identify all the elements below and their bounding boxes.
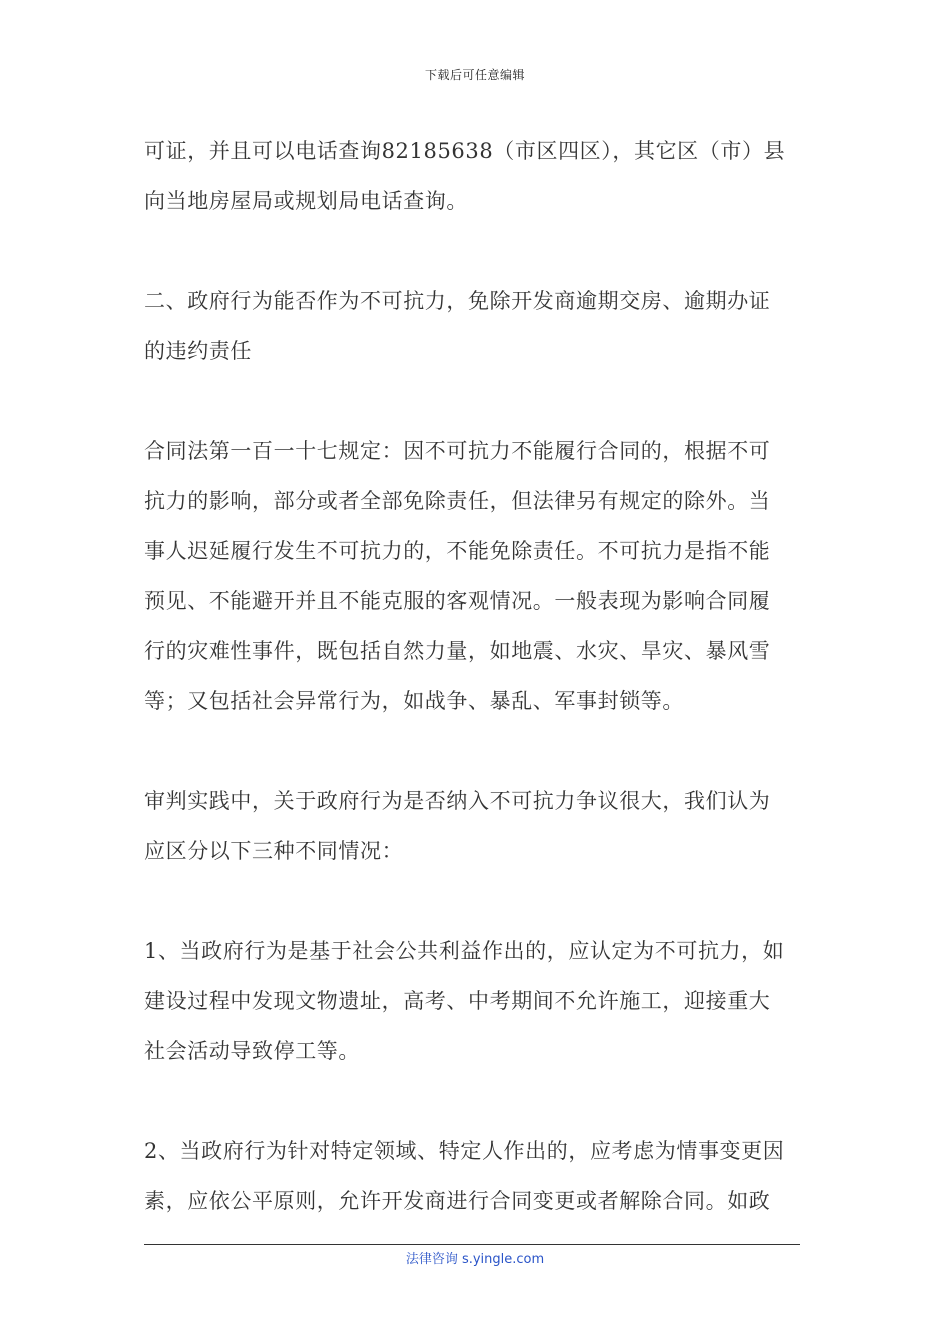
paragraph-spacer: [144, 376, 809, 426]
text-line: 等；又包括社会异常行为，如战争、暴乱、军事封锁等。: [144, 689, 684, 713]
text-line: 二、政府行为能否作为不可抗力，免除开发商逾期交房、逾期办证: [144, 289, 771, 313]
paragraph-spacer: [144, 876, 809, 926]
paragraph-spacer: [144, 1076, 809, 1126]
text-line: 社会活动导致停工等。: [144, 1039, 360, 1063]
page-header-note: 下载后可任意编辑: [424, 68, 525, 82]
section-heading-2: [144, 276, 809, 376]
document-body: [144, 126, 809, 1226]
text-line: 2、当政府行为针对特定领域、特定人作出的，应考虑为情事变更因: [144, 1139, 785, 1163]
text-line: 素，应依公平原则，允许开发商进行合同变更或者解除合同。如政: [144, 1189, 771, 1213]
footer-divider: [144, 1244, 800, 1245]
text-line: 可证，并且可以电话查询82185638（市区四区），其它区（市）县: [144, 139, 786, 163]
footer-link[interactable]: 法律咨询 s.yingle.com: [405, 1252, 545, 1267]
paragraph-spacer: [144, 226, 809, 276]
paragraph-spacer: [144, 726, 809, 776]
paragraph-case-2: [144, 1126, 809, 1226]
text-line: 应区分以下三种不同情况：: [144, 839, 404, 863]
text-line: 的违约责任: [144, 339, 252, 363]
text-line: 建设过程中发现文物遗址，高考、中考期间不允许施工，迎接重大: [144, 989, 771, 1013]
text-line: 合同法第一百一十七规定：因不可抗力不能履行合同的，根据不可: [144, 439, 771, 463]
text-line: 预见、不能避开并且不能克服的客观情况。一般表现为影响合同履: [144, 589, 771, 613]
paragraph-contract-law: [144, 426, 809, 726]
paragraph-case-1: [144, 926, 809, 1076]
text-line: 审判实践中，关于政府行为是否纳入不可抗力争议很大，我们认为: [144, 789, 771, 813]
text-line: 向当地房屋局或规划局电话查询。: [144, 189, 468, 213]
text-line: 抗力的影响，部分或者全部免除责任，但法律另有规定的除外。当: [144, 489, 771, 513]
text-line: 事人迟延履行发生不可抗力的，不能免除责任。不可抗力是指不能: [144, 539, 771, 563]
paragraph-contact-info: [144, 126, 809, 226]
text-line: 1、当政府行为是基于社会公共利益作出的，应认定为不可抗力，如: [144, 939, 785, 963]
text-line: 行的灾难性事件，既包括自然力量，如地震、水灾、旱灾、暴风雪: [144, 639, 771, 663]
paragraph-judicial-practice: [144, 776, 809, 876]
